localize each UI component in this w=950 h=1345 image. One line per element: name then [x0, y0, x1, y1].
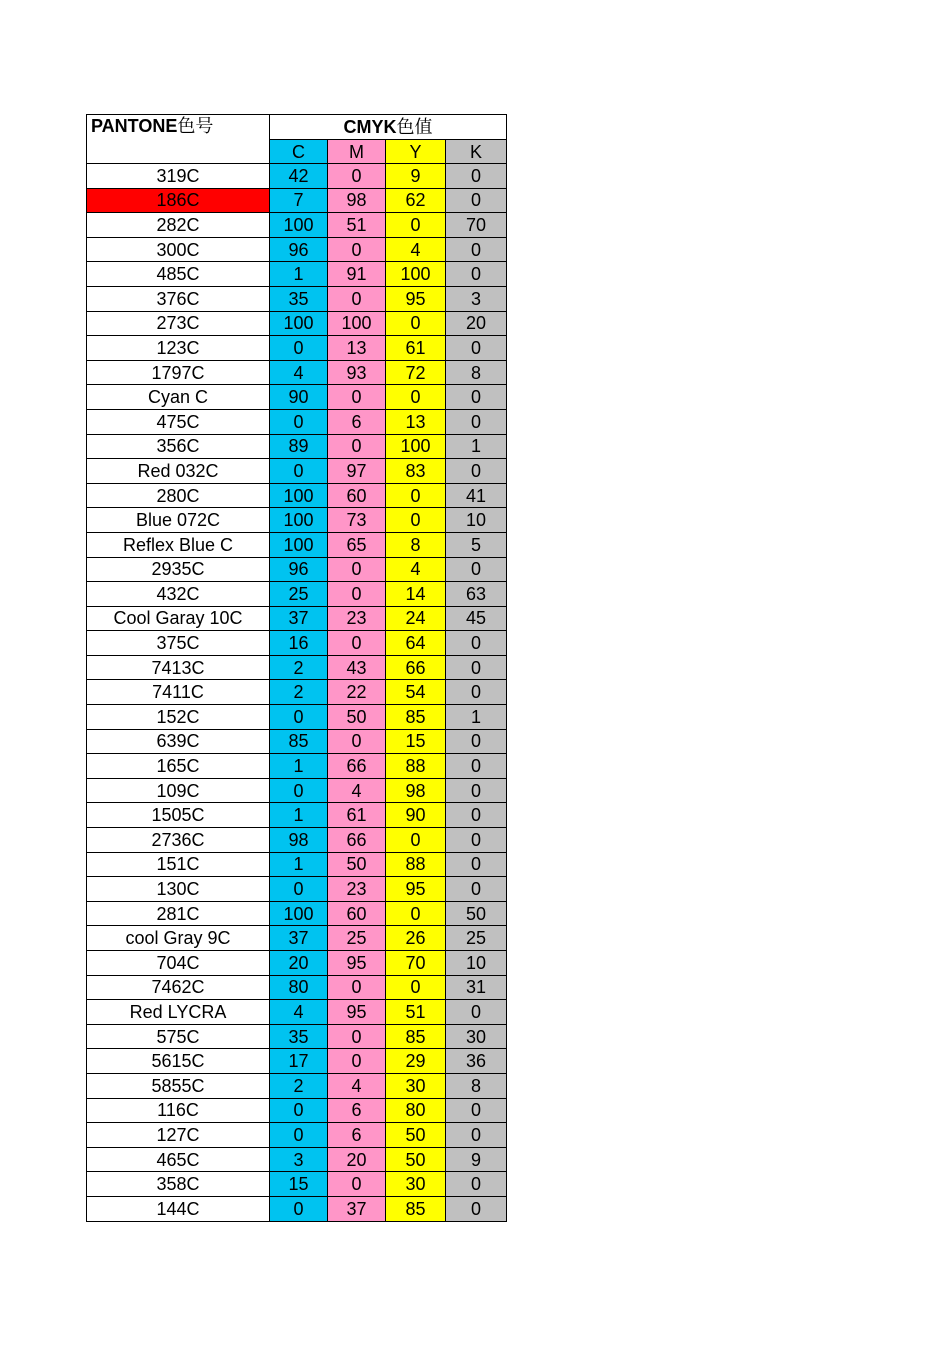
y-value-cell: 0 — [386, 213, 446, 238]
c-value-cell: 0 — [270, 778, 328, 803]
m-value-cell: 66 — [328, 828, 386, 853]
m-value-cell: 100 — [328, 311, 386, 336]
m-value-cell: 4 — [328, 1073, 386, 1098]
y-value-cell: 95 — [386, 877, 446, 902]
pantone-code-cell: 165C — [87, 754, 270, 779]
c-value-cell: 1 — [270, 852, 328, 877]
k-value-cell: 1 — [446, 434, 507, 459]
c-value-cell: 4 — [270, 1000, 328, 1025]
table-row — [87, 729, 507, 754]
table-row — [87, 1049, 507, 1074]
table-row — [87, 705, 507, 730]
table-row — [87, 385, 507, 410]
c-value-cell: 90 — [270, 385, 328, 410]
y-value-cell: 100 — [386, 434, 446, 459]
pantone-header-label: PANTONE — [91, 116, 178, 136]
k-value-cell: 50 — [446, 901, 507, 926]
table-row — [87, 164, 507, 189]
c-value-cell: 1 — [270, 262, 328, 287]
k-value-cell: 0 — [446, 828, 507, 853]
m-value-cell: 97 — [328, 459, 386, 484]
table-row — [87, 803, 507, 828]
cmyk-header-suffix: 色值 — [396, 117, 433, 137]
k-value-cell: 0 — [446, 1196, 507, 1221]
pantone-code-cell: 1505C — [87, 803, 270, 828]
k-value-cell: 0 — [446, 680, 507, 705]
y-value-cell: 85 — [386, 1196, 446, 1221]
k-column-header: K — [446, 140, 507, 164]
pantone-code-cell: 485C — [87, 262, 270, 287]
k-value-cell: 0 — [446, 557, 507, 582]
c-column-header: C — [270, 140, 328, 164]
c-value-cell: 100 — [270, 532, 328, 557]
header-row — [87, 115, 507, 140]
table-row — [87, 680, 507, 705]
k-value-cell: 31 — [446, 975, 507, 1000]
table-row — [87, 1147, 507, 1172]
table-row — [87, 1123, 507, 1148]
table-row — [87, 1024, 507, 1049]
table-row — [87, 459, 507, 484]
m-value-cell: 0 — [328, 385, 386, 410]
y-value-cell: 70 — [386, 951, 446, 976]
k-value-cell: 8 — [446, 1073, 507, 1098]
pantone-code-cell: 130C — [87, 877, 270, 902]
m-value-cell: 0 — [328, 975, 386, 1000]
table-row — [87, 1098, 507, 1123]
k-value-cell: 30 — [446, 1024, 507, 1049]
pantone-code-cell: 2736C — [87, 828, 270, 853]
y-value-cell: 14 — [386, 582, 446, 607]
pantone-code-cell: 144C — [87, 1196, 270, 1221]
c-value-cell: 1 — [270, 754, 328, 779]
y-value-cell: 9 — [386, 164, 446, 189]
m-value-cell: 51 — [328, 213, 386, 238]
pantone-code-cell: 280C — [87, 483, 270, 508]
pantone-code-cell: 432C — [87, 582, 270, 607]
table-row — [87, 655, 507, 680]
pantone-code-cell: 475C — [87, 409, 270, 434]
k-value-cell: 0 — [446, 164, 507, 189]
pantone-code-cell: 281C — [87, 901, 270, 926]
m-value-cell: 25 — [328, 926, 386, 951]
y-value-cell: 72 — [386, 360, 446, 385]
pantone-code-cell: 123C — [87, 336, 270, 361]
m-value-cell: 61 — [328, 803, 386, 828]
k-value-cell: 0 — [446, 655, 507, 680]
y-value-cell: 0 — [386, 901, 446, 926]
cmyk-group-header — [270, 115, 507, 140]
y-value-cell: 90 — [386, 803, 446, 828]
c-value-cell: 96 — [270, 237, 328, 262]
y-value-cell: 61 — [386, 336, 446, 361]
k-value-cell: 0 — [446, 459, 507, 484]
pantone-code-cell: 7462C — [87, 975, 270, 1000]
c-value-cell: 20 — [270, 951, 328, 976]
k-value-cell: 1 — [446, 705, 507, 730]
c-value-cell: 0 — [270, 336, 328, 361]
m-value-cell: 0 — [328, 1172, 386, 1197]
y-value-cell: 88 — [386, 852, 446, 877]
m-value-cell: 95 — [328, 951, 386, 976]
c-value-cell: 0 — [270, 1098, 328, 1123]
k-value-cell: 0 — [446, 1000, 507, 1025]
m-value-cell: 0 — [328, 434, 386, 459]
m-value-cell: 6 — [328, 1123, 386, 1148]
y-value-cell: 51 — [386, 1000, 446, 1025]
k-value-cell: 10 — [446, 508, 507, 533]
y-value-cell: 64 — [386, 631, 446, 656]
m-value-cell: 20 — [328, 1147, 386, 1172]
table-row — [87, 582, 507, 607]
y-value-cell: 88 — [386, 754, 446, 779]
table-row — [87, 828, 507, 853]
c-value-cell: 0 — [270, 409, 328, 434]
table-row — [87, 1172, 507, 1197]
pantone-code-cell: 116C — [87, 1098, 270, 1123]
table-row — [87, 877, 507, 902]
table-row — [87, 1000, 507, 1025]
k-value-cell: 0 — [446, 1098, 507, 1123]
c-value-cell: 25 — [270, 582, 328, 607]
c-value-cell: 0 — [270, 705, 328, 730]
m-value-cell: 60 — [328, 483, 386, 508]
c-value-cell: 85 — [270, 729, 328, 754]
k-value-cell: 9 — [446, 1147, 507, 1172]
pantone-code-cell: 151C — [87, 852, 270, 877]
table-row — [87, 237, 507, 262]
pantone-code-cell: 109C — [87, 778, 270, 803]
y-value-cell: 62 — [386, 188, 446, 213]
pantone-code-cell: 1797C — [87, 360, 270, 385]
pantone-code-cell: Blue 072C — [87, 508, 270, 533]
c-value-cell: 2 — [270, 1073, 328, 1098]
c-value-cell: 0 — [270, 1123, 328, 1148]
y-value-cell: 83 — [386, 459, 446, 484]
pantone-code-cell: 704C — [87, 951, 270, 976]
y-value-cell: 0 — [386, 828, 446, 853]
c-value-cell: 3 — [270, 1147, 328, 1172]
table-row — [87, 434, 507, 459]
pantone-cmyk-table — [86, 114, 507, 1222]
k-value-cell: 0 — [446, 237, 507, 262]
c-value-cell: 17 — [270, 1049, 328, 1074]
y-value-cell: 24 — [386, 606, 446, 631]
c-value-cell: 7 — [270, 188, 328, 213]
c-value-cell: 98 — [270, 828, 328, 853]
c-value-cell: 42 — [270, 164, 328, 189]
pantone-code-cell: 186C — [87, 188, 270, 213]
k-value-cell: 36 — [446, 1049, 507, 1074]
m-value-cell: 6 — [328, 409, 386, 434]
table-row — [87, 286, 507, 311]
table-row — [87, 360, 507, 385]
c-value-cell: 4 — [270, 360, 328, 385]
m-value-cell: 95 — [328, 1000, 386, 1025]
table-row — [87, 336, 507, 361]
pantone-code-cell: Red LYCRA — [87, 1000, 270, 1025]
y-value-cell: 30 — [386, 1172, 446, 1197]
m-value-cell: 37 — [328, 1196, 386, 1221]
c-value-cell: 37 — [270, 606, 328, 631]
k-value-cell: 63 — [446, 582, 507, 607]
k-value-cell: 8 — [446, 360, 507, 385]
k-value-cell: 0 — [446, 631, 507, 656]
pantone-header-suffix: 色号 — [177, 116, 214, 136]
m-value-cell: 50 — [328, 852, 386, 877]
m-value-cell: 22 — [328, 680, 386, 705]
m-value-cell: 23 — [328, 606, 386, 631]
table-row — [87, 532, 507, 557]
table-row — [87, 951, 507, 976]
pantone-code-cell: 356C — [87, 434, 270, 459]
k-value-cell: 0 — [446, 852, 507, 877]
m-value-cell: 0 — [328, 1049, 386, 1074]
m-value-cell: 65 — [328, 532, 386, 557]
m-value-cell: 0 — [328, 237, 386, 262]
y-value-cell: 8 — [386, 532, 446, 557]
y-column-header: Y — [386, 140, 446, 164]
table-row — [87, 975, 507, 1000]
m-value-cell: 0 — [328, 631, 386, 656]
pantone-code-cell: 2935C — [87, 557, 270, 582]
y-value-cell: 13 — [386, 409, 446, 434]
m-value-cell: 6 — [328, 1098, 386, 1123]
m-value-cell: 0 — [328, 164, 386, 189]
m-column-header: M — [328, 140, 386, 164]
table-row — [87, 631, 507, 656]
pantone-code-cell: 319C — [87, 164, 270, 189]
pantone-column-header — [87, 115, 270, 164]
y-value-cell: 50 — [386, 1123, 446, 1148]
m-value-cell: 43 — [328, 655, 386, 680]
c-value-cell: 15 — [270, 1172, 328, 1197]
k-value-cell: 0 — [446, 803, 507, 828]
m-value-cell: 0 — [328, 729, 386, 754]
k-value-cell: 0 — [446, 877, 507, 902]
k-value-cell: 45 — [446, 606, 507, 631]
c-value-cell: 100 — [270, 213, 328, 238]
table-row — [87, 852, 507, 877]
table-row — [87, 606, 507, 631]
y-value-cell: 0 — [386, 311, 446, 336]
pantone-code-cell: Cool Garay 10C — [87, 606, 270, 631]
k-value-cell: 0 — [446, 336, 507, 361]
y-value-cell: 0 — [386, 483, 446, 508]
pantone-code-cell: 127C — [87, 1123, 270, 1148]
y-value-cell: 0 — [386, 508, 446, 533]
y-value-cell: 0 — [386, 385, 446, 410]
m-value-cell: 23 — [328, 877, 386, 902]
c-value-cell: 100 — [270, 483, 328, 508]
m-value-cell: 0 — [328, 582, 386, 607]
k-value-cell: 5 — [446, 532, 507, 557]
table-row — [87, 901, 507, 926]
c-value-cell: 0 — [270, 877, 328, 902]
c-value-cell: 0 — [270, 459, 328, 484]
y-value-cell: 0 — [386, 975, 446, 1000]
c-value-cell: 16 — [270, 631, 328, 656]
k-value-cell: 0 — [446, 409, 507, 434]
k-value-cell: 25 — [446, 926, 507, 951]
y-value-cell: 29 — [386, 1049, 446, 1074]
pantone-code-cell: 5615C — [87, 1049, 270, 1074]
y-value-cell: 98 — [386, 778, 446, 803]
table-row — [87, 508, 507, 533]
pantone-code-cell: 575C — [87, 1024, 270, 1049]
c-value-cell: 37 — [270, 926, 328, 951]
m-value-cell: 66 — [328, 754, 386, 779]
k-value-cell: 41 — [446, 483, 507, 508]
pantone-code-cell: 273C — [87, 311, 270, 336]
pantone-code-cell: 152C — [87, 705, 270, 730]
pantone-code-cell: Cyan C — [87, 385, 270, 410]
k-value-cell: 0 — [446, 188, 507, 213]
m-value-cell: 98 — [328, 188, 386, 213]
k-value-cell: 0 — [446, 778, 507, 803]
pantone-code-cell: 375C — [87, 631, 270, 656]
c-value-cell: 35 — [270, 1024, 328, 1049]
y-value-cell: 95 — [386, 286, 446, 311]
y-value-cell: 80 — [386, 1098, 446, 1123]
m-value-cell: 91 — [328, 262, 386, 287]
table-row — [87, 926, 507, 951]
y-value-cell: 54 — [386, 680, 446, 705]
m-value-cell: 4 — [328, 778, 386, 803]
k-value-cell: 20 — [446, 311, 507, 336]
m-value-cell: 60 — [328, 901, 386, 926]
c-value-cell: 100 — [270, 311, 328, 336]
k-value-cell: 0 — [446, 754, 507, 779]
k-value-cell: 0 — [446, 385, 507, 410]
c-value-cell: 1 — [270, 803, 328, 828]
table-row — [87, 188, 507, 213]
y-value-cell: 85 — [386, 1024, 446, 1049]
y-value-cell: 66 — [386, 655, 446, 680]
table-row — [87, 483, 507, 508]
m-value-cell: 0 — [328, 286, 386, 311]
k-value-cell: 10 — [446, 951, 507, 976]
pantone-code-cell: 465C — [87, 1147, 270, 1172]
pantone-code-cell: Reflex Blue C — [87, 532, 270, 557]
c-value-cell: 100 — [270, 901, 328, 926]
pantone-code-cell: 5855C — [87, 1073, 270, 1098]
pantone-code-cell: 300C — [87, 237, 270, 262]
pantone-code-cell: cool Gray 9C — [87, 926, 270, 951]
c-value-cell: 89 — [270, 434, 328, 459]
pantone-code-cell: 282C — [87, 213, 270, 238]
m-value-cell: 0 — [328, 1024, 386, 1049]
y-value-cell: 30 — [386, 1073, 446, 1098]
y-value-cell: 50 — [386, 1147, 446, 1172]
k-value-cell: 0 — [446, 729, 507, 754]
table-row — [87, 1073, 507, 1098]
pantone-code-cell: 639C — [87, 729, 270, 754]
m-value-cell: 93 — [328, 360, 386, 385]
table-row — [87, 754, 507, 779]
cmyk-header-label: CMYK — [343, 117, 397, 137]
c-value-cell: 80 — [270, 975, 328, 1000]
table-row — [87, 262, 507, 287]
c-value-cell: 96 — [270, 557, 328, 582]
y-value-cell: 26 — [386, 926, 446, 951]
pantone-code-cell: Red 032C — [87, 459, 270, 484]
table-row — [87, 1196, 507, 1221]
m-value-cell: 73 — [328, 508, 386, 533]
y-value-cell: 15 — [386, 729, 446, 754]
c-value-cell: 2 — [270, 680, 328, 705]
m-value-cell: 13 — [328, 336, 386, 361]
m-value-cell: 0 — [328, 557, 386, 582]
pantone-code-cell: 358C — [87, 1172, 270, 1197]
k-value-cell: 0 — [446, 262, 507, 287]
c-value-cell: 100 — [270, 508, 328, 533]
y-value-cell: 4 — [386, 237, 446, 262]
m-value-cell: 50 — [328, 705, 386, 730]
y-value-cell: 85 — [386, 705, 446, 730]
k-value-cell: 0 — [446, 1172, 507, 1197]
pantone-code-cell: 7413C — [87, 655, 270, 680]
c-value-cell: 0 — [270, 1196, 328, 1221]
y-value-cell: 4 — [386, 557, 446, 582]
c-value-cell: 35 — [270, 286, 328, 311]
pantone-code-cell: 7411C — [87, 680, 270, 705]
y-value-cell: 100 — [386, 262, 446, 287]
table-body — [87, 115, 507, 1222]
table-row — [87, 213, 507, 238]
table-row — [87, 409, 507, 434]
table-row — [87, 778, 507, 803]
table-row — [87, 311, 507, 336]
pantone-code-cell: 376C — [87, 286, 270, 311]
table-row — [87, 557, 507, 582]
k-value-cell: 0 — [446, 1123, 507, 1148]
c-value-cell: 2 — [270, 655, 328, 680]
k-value-cell: 70 — [446, 213, 507, 238]
k-value-cell: 3 — [446, 286, 507, 311]
